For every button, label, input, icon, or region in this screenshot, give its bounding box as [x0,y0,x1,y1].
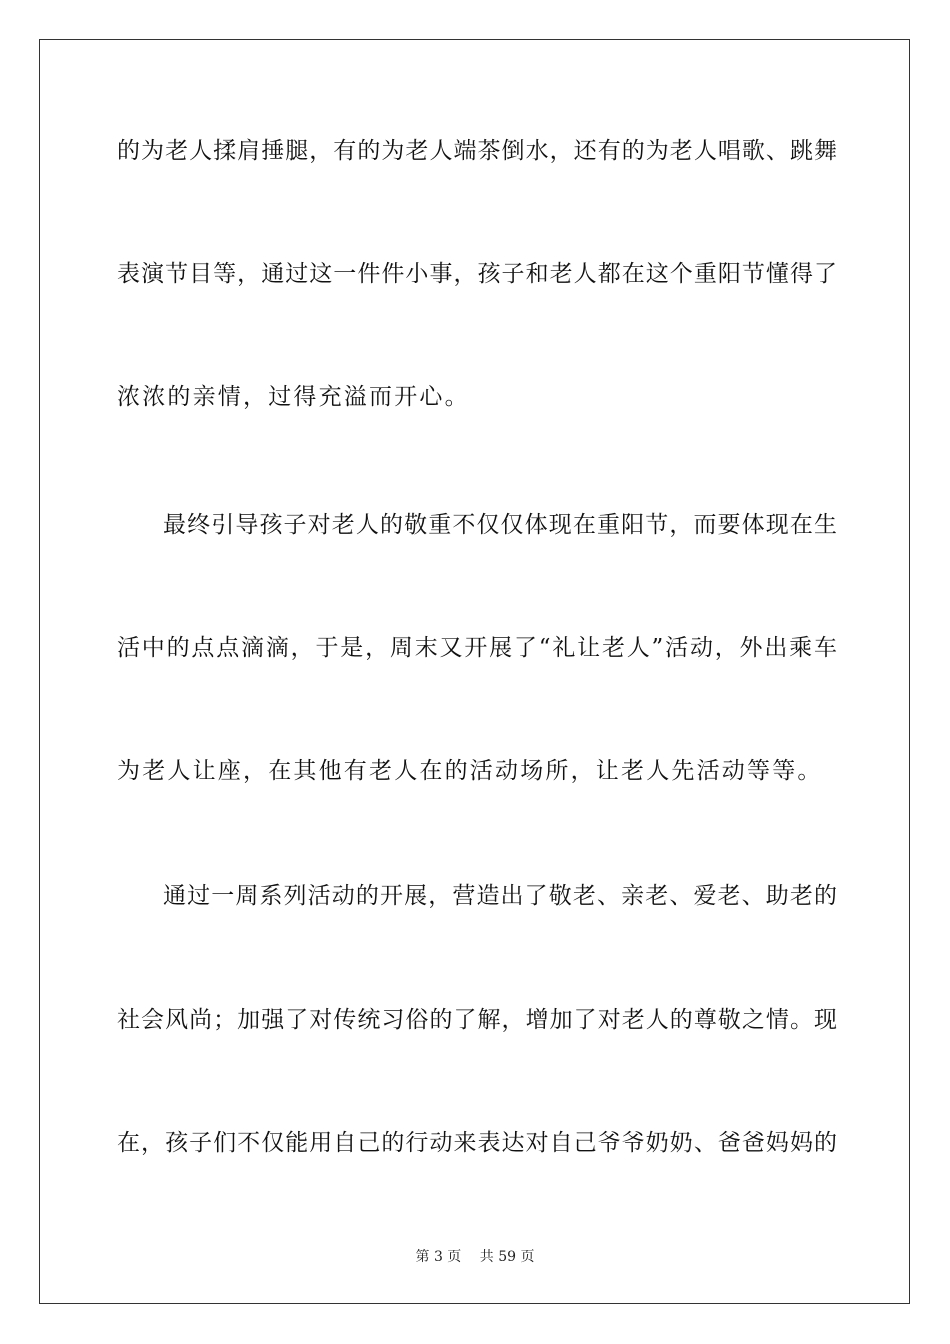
body-line-7: 通过一周系列活动的开展，营造出了敬老、亲老、爱老、助老的 [163,883,837,909]
body-line-1: 的为老人揉肩捶腿，有的为老人端茶倒水，还有的为老人唱歌、跳舞 [117,138,837,164]
body-line-5: 活中的点点滴滴，于是，周末又开展了“礼让老人”活动，外出乘车 [117,635,837,661]
page-border [39,39,910,1304]
body-line-8: 社会风尚；加强了对传统习俗的了解，增加了对老人的尊敬之情。现 [117,1007,837,1033]
body-line-6: 为老人让座，在其他有老人在的活动场所，让老人先活动等等。 [117,758,823,784]
body-line-4: 最终引导孩子对老人的敬重不仅仅体现在重阳节，而要体现在生 [163,512,837,538]
body-line-2: 表演节目等，通过这一件件小事，孩子和老人都在这个重阳节懂得了 [117,261,837,287]
body-line-3: 浓浓的亲情，过得充溢而开心。 [117,384,470,410]
body-line-9: 在，孩子们不仅能用自己的行动来表达对自己爷爷奶奶、爸爸妈妈的 [117,1130,837,1156]
page-number-footer: 第 3 页 共 59 页 [415,1249,535,1265]
